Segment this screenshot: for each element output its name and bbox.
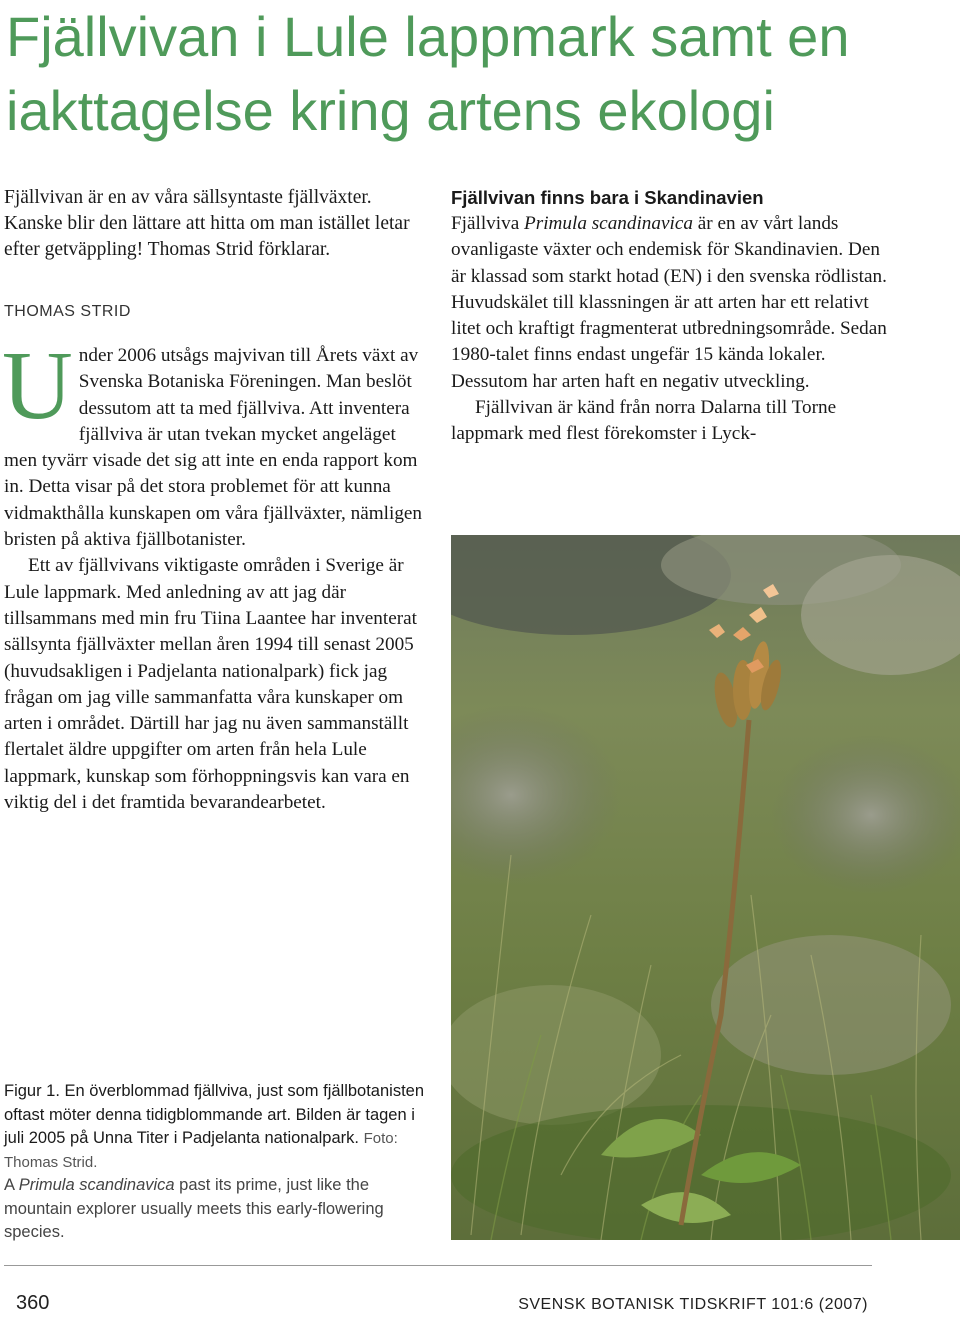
body-text: Fjällviva <box>451 213 525 234</box>
figure-caption <box>4 1080 429 1245</box>
left-body-text <box>2 332 424 816</box>
left-column <box>4 185 424 816</box>
body-paragraph <box>451 211 891 395</box>
primula-photo <box>451 535 960 1240</box>
page-number: 360 <box>16 1292 50 1314</box>
drop-cap: U <box>2 332 73 440</box>
species-name: Primula scandinavica <box>18 1176 175 1194</box>
article-lede: Fjällvivan är en av våra sällsyntaste fjällväxter. Kanske blir den lättare att hitta om man istället letar efter getväppling! Thomas Strid förklarar. <box>4 187 410 260</box>
photo-credit: Foto: Thomas Strid. <box>4 1130 398 1171</box>
caption-text: past its prime, just like the mountain explorer usually meets this early-flowering species. <box>4 1176 384 1241</box>
caption-swedish: Figur 1. En överblommad fjällviva, just som fjällbotanisten oftast möter denna tidigblommande art. Bilden är tagen i juli 2005 på Unna Titer i Padjelanta nationalpark. <box>4 1082 425 1147</box>
body-paragraph: Ett av fjällvivans viktigaste områden i Sverige är Lule lappmark. Med anledning av att jag där tillsammans med min fru Tiina Laantee har inventerat sällsynta fjällväxter mellan åren 1994 till senast 2005 (huvudsakligen i Padjelanta nationalpark) fick jag frågan om jag ville sammanfatta våra kunskaper om arten i området. Därtill har jag nu även sammanställt flertalet äldre uppgifter om arten från hela Lule lappmark, kunskap som förhoppningsvis kan vara en viktig del i det framtida bevarandearbetet. <box>4 555 417 814</box>
right-column <box>451 185 891 448</box>
caption-text: A <box>4 1176 19 1194</box>
journal-name: SVENSK BOTANISK TIDSKRIFT 101:6 (2007) <box>518 1296 868 1313</box>
body-paragraph <box>2 332 424 553</box>
body-text: är en av vårt lands ovanligaste växter och endemisk för Skandinavien. Den är klassad som starkt hotad (EN) i den svenska rödlistan. Huvudskälet till klassningen är att arten har ett relativt litet och kraftigt fragmenterat utbredningsområde. Sedan 1980-talet finns endast ungefär 15 kända lokaler. Dessutom har arten haft en negativ utveckling. <box>451 213 887 392</box>
author-byline: THOMAS STRID <box>4 303 131 320</box>
body-paragraph-text: nder 2006 utsågs majvivan till Årets växt av Svenska Botaniska Föreningen. Man beslöt dessutom att ta med fjällviva. Att inventera fjällviva är utan tvekan mycket angeläget men tyvärr visade det sig att inte en enda rapport kom in. Detta visar på det stora problemet för att kunna vidmakthålla kunskapen om våra fjällväxter, nämligen bristen på aktiva fjällbotanister. <box>4 345 423 551</box>
section-heading: Fjällvivan finns bara i Skandinavien <box>451 187 764 208</box>
article-title: Fjällvivan i Lule lappmark samt en iakttagelse kring artens ekologi <box>6 5 850 142</box>
caption-english <box>4 1176 384 1241</box>
footer-rule <box>4 1265 872 1266</box>
body-paragraph: Fjällvivan är känd från norra Dalarna till Torne lappmark med flest förekomster i Lyck- <box>451 397 837 445</box>
species-name: Primula scandinavica <box>524 213 693 234</box>
